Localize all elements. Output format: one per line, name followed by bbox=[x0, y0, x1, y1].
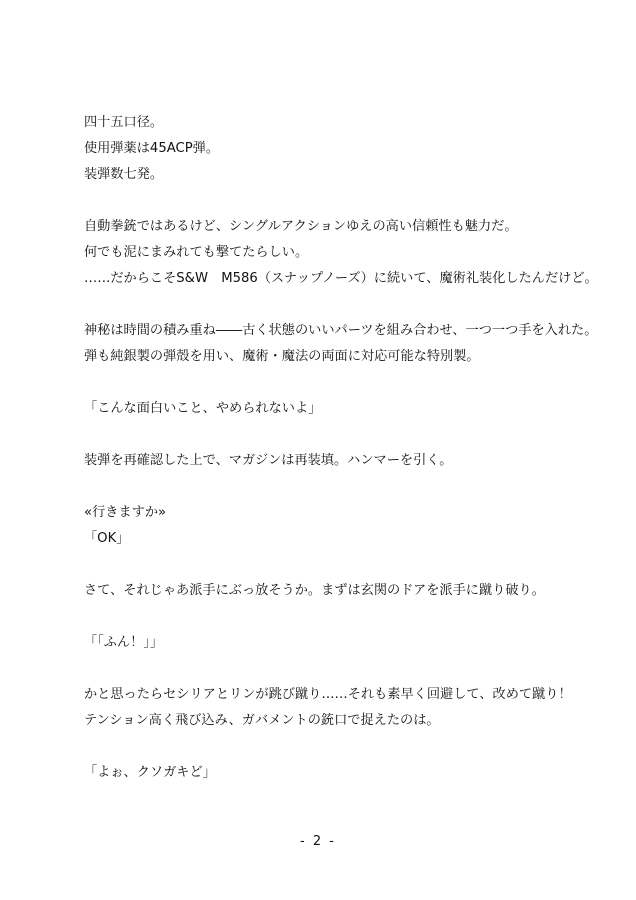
text-line: さて、それじゃあ派手にぶっ放そうか。まずは玄関のドアを派手に蹴り破り。 bbox=[84, 583, 545, 598]
text-line: 装弾数七発。 bbox=[84, 167, 164, 182]
page-number: - 2 - bbox=[300, 834, 336, 849]
text-line: 何でも泥にまみれても撃てたらしい。 bbox=[84, 245, 309, 260]
text-line: 使用弾薬は45ACP弾。 bbox=[84, 141, 220, 156]
text-line: 四十五口径。 bbox=[84, 115, 164, 130]
dialogue-line: 「こんな面白いこと、やめられないよ」 bbox=[84, 401, 322, 416]
dialogue-line: «行きますか» bbox=[84, 505, 167, 520]
dialogue-line: 「OK」 bbox=[84, 531, 130, 546]
text-line: 装弾を再確認した上で、マガジンは再装填。ハンマーを引く。 bbox=[84, 453, 453, 468]
text-line: 弾も純銀製の弾殻を用い、魔術・魔法の両面に対応可能な特別製。 bbox=[84, 349, 480, 364]
text-line: テンション高く飛び込み、ガバメントの銃口で捉えたのは。 bbox=[84, 713, 440, 728]
text-line: 神秘は時間の積み重ね――古く状態のいいパーツを組み合わせ、一つ一つ手を入れた。 bbox=[84, 323, 598, 338]
text-line: 自動拳銃ではあるけど、シングルアクションゆえの高い信頼性も魅力だ。 bbox=[84, 219, 518, 234]
text-line: ……だからこそS&W M586（スナップノーズ）に続いて、魔術礼装化したんだけど。 bbox=[84, 271, 598, 286]
dialogue-line: 「「ふん！」」 bbox=[84, 635, 164, 650]
dialogue-line: 「よぉ、クソガキど」 bbox=[84, 765, 216, 780]
text-line: かと思ったらセシリアとリンが跳び蹴り……それも素早く回避して、改めて蹴り！ bbox=[84, 687, 572, 702]
